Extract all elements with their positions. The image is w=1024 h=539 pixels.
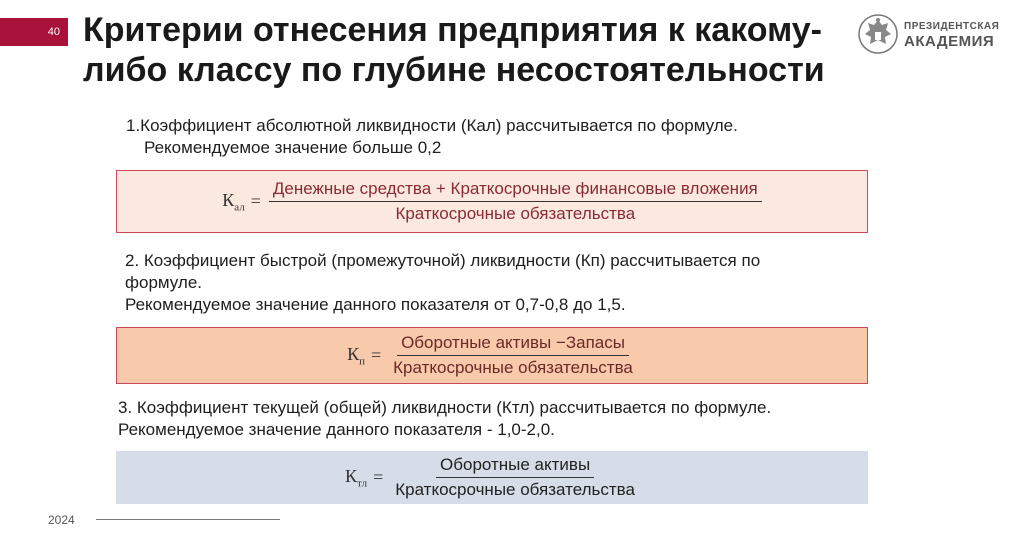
formula-1-numerator: Денежные средства + Краткосрочные финансовые вложения [269, 179, 762, 202]
formula-1-lhs: $К_{ал}$ [222, 189, 245, 214]
section-1-text [126, 115, 738, 159]
formula-box-current-liquidity [116, 451, 868, 504]
formula-2-equals: = [371, 345, 382, 365]
page-title [83, 10, 843, 90]
formula-1-equals: = [250, 191, 261, 211]
formula-2-denominator: Краткосрочные обязательства [393, 358, 633, 377]
formula-2-lhs: $К_п$ [347, 343, 365, 368]
formula-1-fraction [269, 179, 762, 224]
section-2-line-1: 2. Коэффициент быстрой (промежуточной) ликвидности (Кп) рассчитывается по [125, 251, 761, 270]
double-headed-eagle-emblem [858, 12, 898, 56]
section-2-text [125, 250, 885, 316]
formula-2-fraction [389, 333, 637, 378]
academy-logo [858, 12, 1008, 56]
section-2-line-2: формуле. [125, 273, 202, 292]
footer-year: 2024 [48, 513, 75, 527]
formula-3-equals: = [373, 467, 384, 487]
logo-line-1: ПРЕЗИДЕНТСКАЯ [904, 21, 1000, 32]
section-3-text [118, 397, 898, 441]
footer-divider [96, 519, 280, 520]
section-1-line-2: Рекомендуемое значение больше 0,2 [144, 138, 442, 157]
section-3-line-1: 3. Коэффициент текущей (общей) ликвидности (Ктл) рассчитывается по формуле. [118, 398, 772, 417]
section-2-line-3: Рекомендуемое значение данного показателя от 0,7-0,8 до 1,5. [125, 295, 626, 314]
formula-3-lhs: $К_{тл}$ [345, 465, 368, 490]
page-number: 40 [0, 18, 68, 46]
title-line-2: либо классу по глубине несостоятельности [83, 51, 825, 89]
section-1-line-1: 1.Коэффициент абсолютной ликвидности (Кал) рассчитывается по формуле. [126, 116, 738, 135]
formula-box-absolute-liquidity [116, 170, 868, 233]
logo-line-2: АКАДЕМИЯ [904, 33, 995, 50]
formula-1-denominator: Краткосрочные обязательства [395, 204, 636, 223]
formula-box-quick-liquidity [116, 327, 868, 384]
formula-3-numerator: Оборотные активы [436, 455, 594, 478]
formula-2-numerator: Оборотные активы −Запасы [397, 333, 629, 356]
title-line-1: Критерии отнесения предприятия к какому- [83, 11, 823, 49]
section-3-line-2: Рекомендуемое значение данного показателя - 1,0-2,0. [118, 420, 555, 439]
formula-3-fraction [391, 455, 639, 500]
formula-3-denominator: Краткосрочные обязательства [395, 480, 635, 499]
